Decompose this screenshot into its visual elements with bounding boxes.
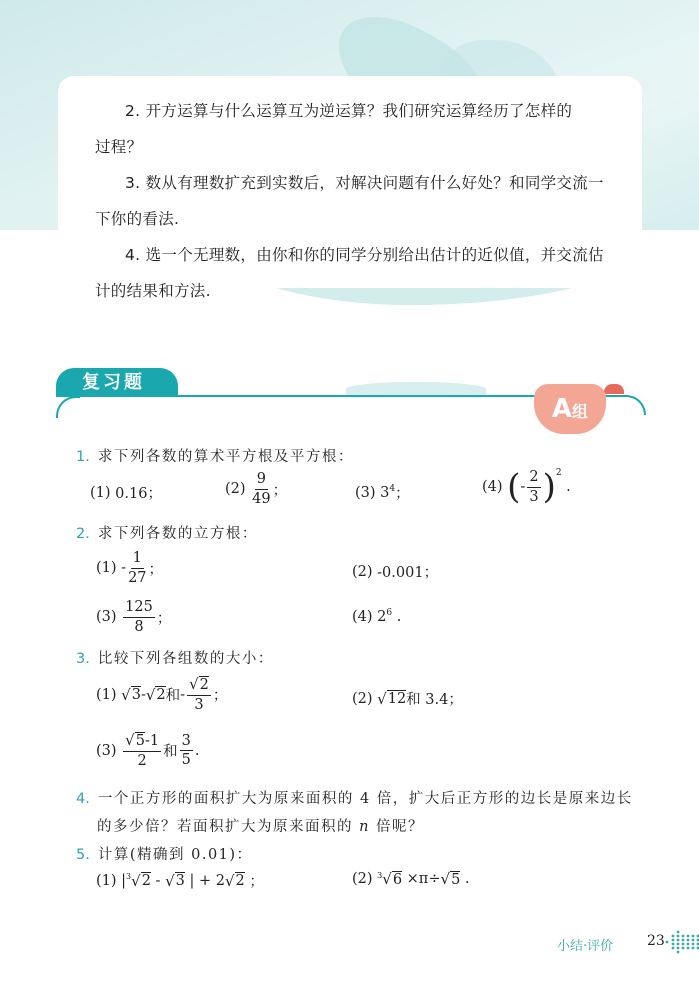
reflection-item-2: 2. 开方运算与什么运算互为逆运算？我们研究运算经历了怎样的 [125,102,573,120]
decorative-hill [346,382,486,396]
exercise-5-part-2: (2) 3 √ 6 ×π÷ √ 5 . [352,870,470,888]
exercise-1-part-4: (4) ( - $\frac{2}{3}$ ) 2 . [482,467,571,507]
review-section-header [56,368,646,438]
badge-tip [604,384,624,394]
reflection-questions-card [58,76,642,300]
exercise-2-prompt: 2. 求下列各数的立方根： [76,526,258,542]
exercise-2-part-1: (1) - $\frac{1}{27}$ ； [96,550,164,586]
reflection-item-3: 3. 数从有理数扩充到实数后，对解决问题有什么好处？和同学交流一 [125,174,604,192]
exercise-1-part-2: (2) $\frac{9}{49}$ ； [225,471,288,507]
chapter-label: 小结·评价 [557,939,614,954]
dot-grid-icon [665,928,699,956]
exercise-3-part-2: (2) √ 12 和 3.4； [352,689,463,708]
exercise-2-part-2: (2) -0.001； [352,563,439,581]
exercise-1-part-3: (3) 3 4 ； [355,483,410,502]
section-title-tab: 复习题 [56,368,178,396]
section-rule-curve [56,396,80,418]
exercise-4-line-2: 的多少倍？若面积扩大为原来面积的 n 倍呢？ [97,819,425,835]
reflection-item-3-cont: 下你的看法. [95,210,180,228]
section-rule-curve-right [616,395,646,415]
exercise-3-part-1: (1) √ 3 - √ 2 和 - $\frac{√2}{3}$ ； [96,675,228,713]
exercise-1-prompt: 1. 求下列各数的算术平方根及平方根： [76,449,354,465]
exercise-3-prompt: 3. 比较下列各组数的大小： [76,651,274,667]
page-number: 23 [647,933,665,949]
exercise-3-part-3: (3) $\frac{√5-1}{2}$ 和 $\frac{3}{5}$ . [96,731,200,769]
exercise-2-part-3: (3) $\frac{125}{8}$ ； [96,599,172,635]
reflection-item-4: 4. 选一个无理数，由你和你的同学分别给出估计的近似值，并交流估 [125,246,604,264]
reflection-item-2-cont: 过程？ [95,138,143,156]
exercise-2-part-4: (4) 2 6 . [352,608,402,625]
reflection-item-4-cont: 计的结果和方法. [95,282,211,300]
group-badge: A组 [534,384,606,434]
exercise-5-part-1: (1) | 3 √ 2 - √ 3 | + 2 √ 2 ； [96,871,264,890]
exercise-5-prompt: 5. 计算(精确到 0.01)： [76,847,253,863]
exercise-1-part-1: (1) 0.16； [90,484,162,502]
exercise-4-line-1: 4. 一个正方形的面积扩大为原来面积的 4 倍，扩大后正方形的边长是原来边长 [76,791,633,807]
